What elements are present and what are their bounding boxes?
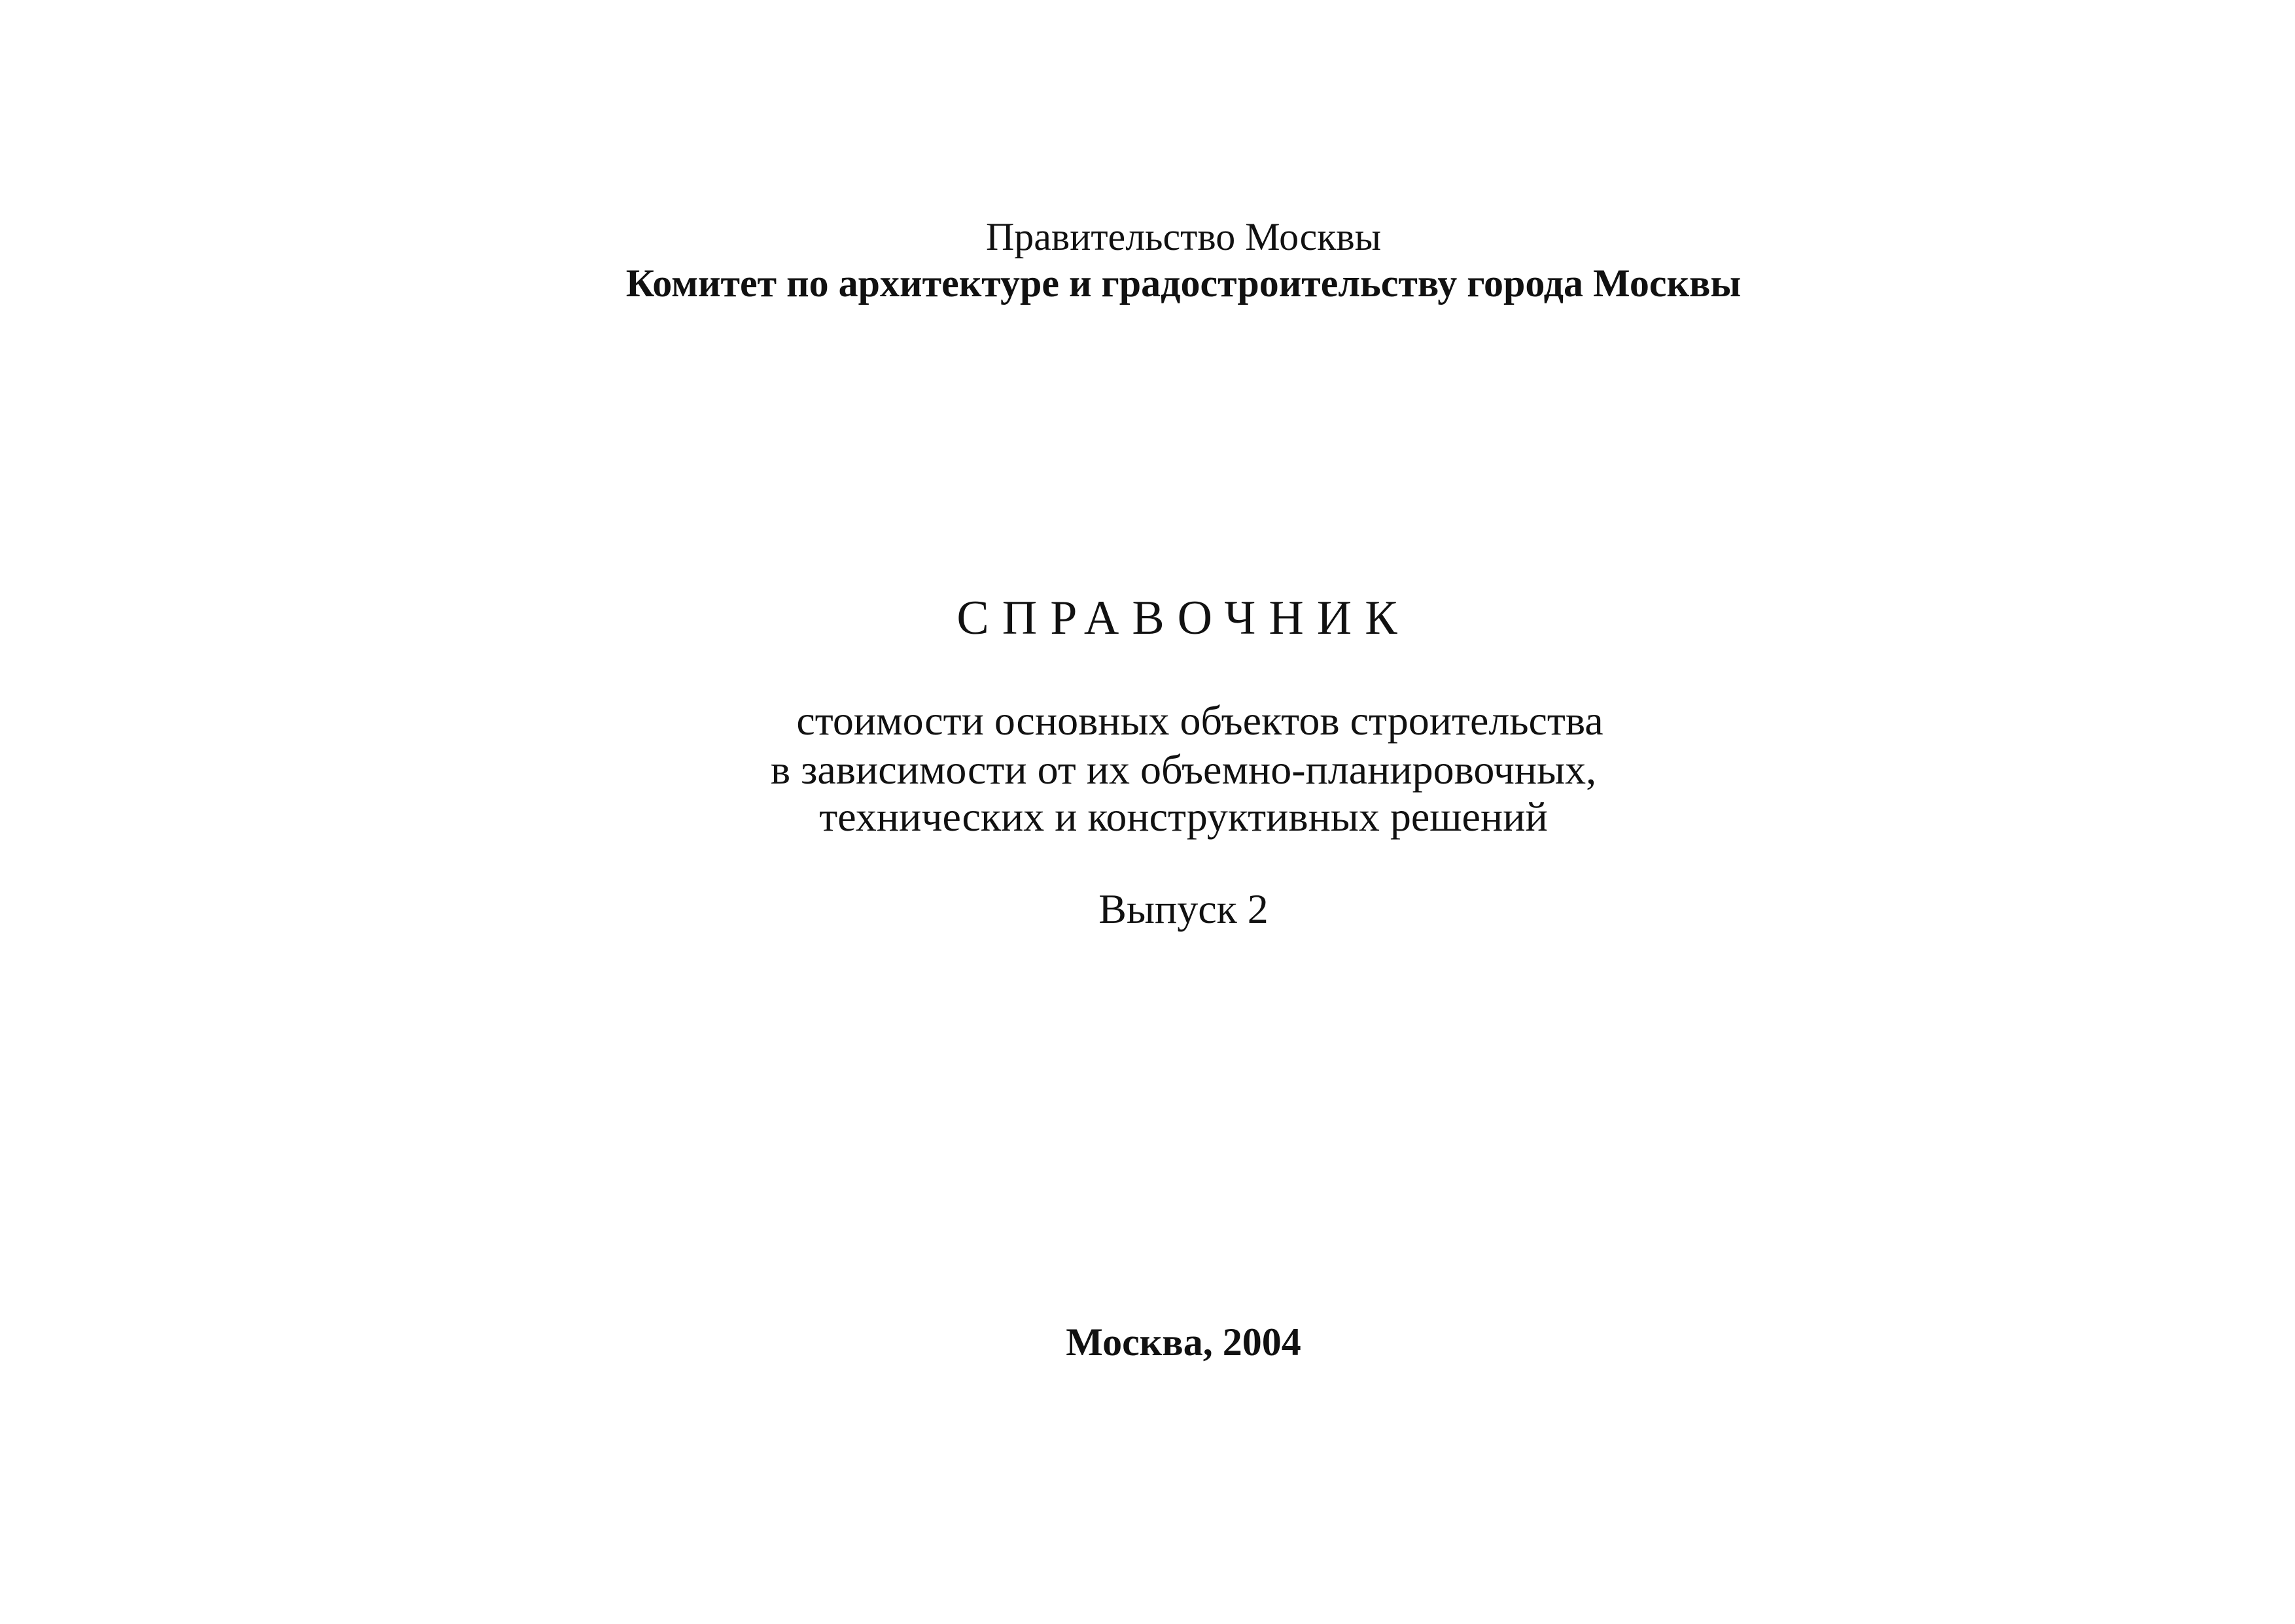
subtitle-line-1: стоимости основных объектов строительства — [796, 697, 1603, 744]
subtitle-line-2: в зависимости от их объемно-планировочных, — [770, 746, 1597, 793]
government-name: Правительство Москвы — [985, 215, 1382, 258]
subtitle-line-3: технических и конструктивных решений — [819, 793, 1548, 840]
issue-number: Выпуск 2 — [1098, 886, 1269, 932]
committee-name: Комитет по архитектуре и градостроительству города Москвы — [625, 262, 1742, 305]
document-type-title: СПРАВОЧНИК — [956, 591, 1410, 645]
place-and-year: Москва, 2004 — [1066, 1321, 1301, 1364]
